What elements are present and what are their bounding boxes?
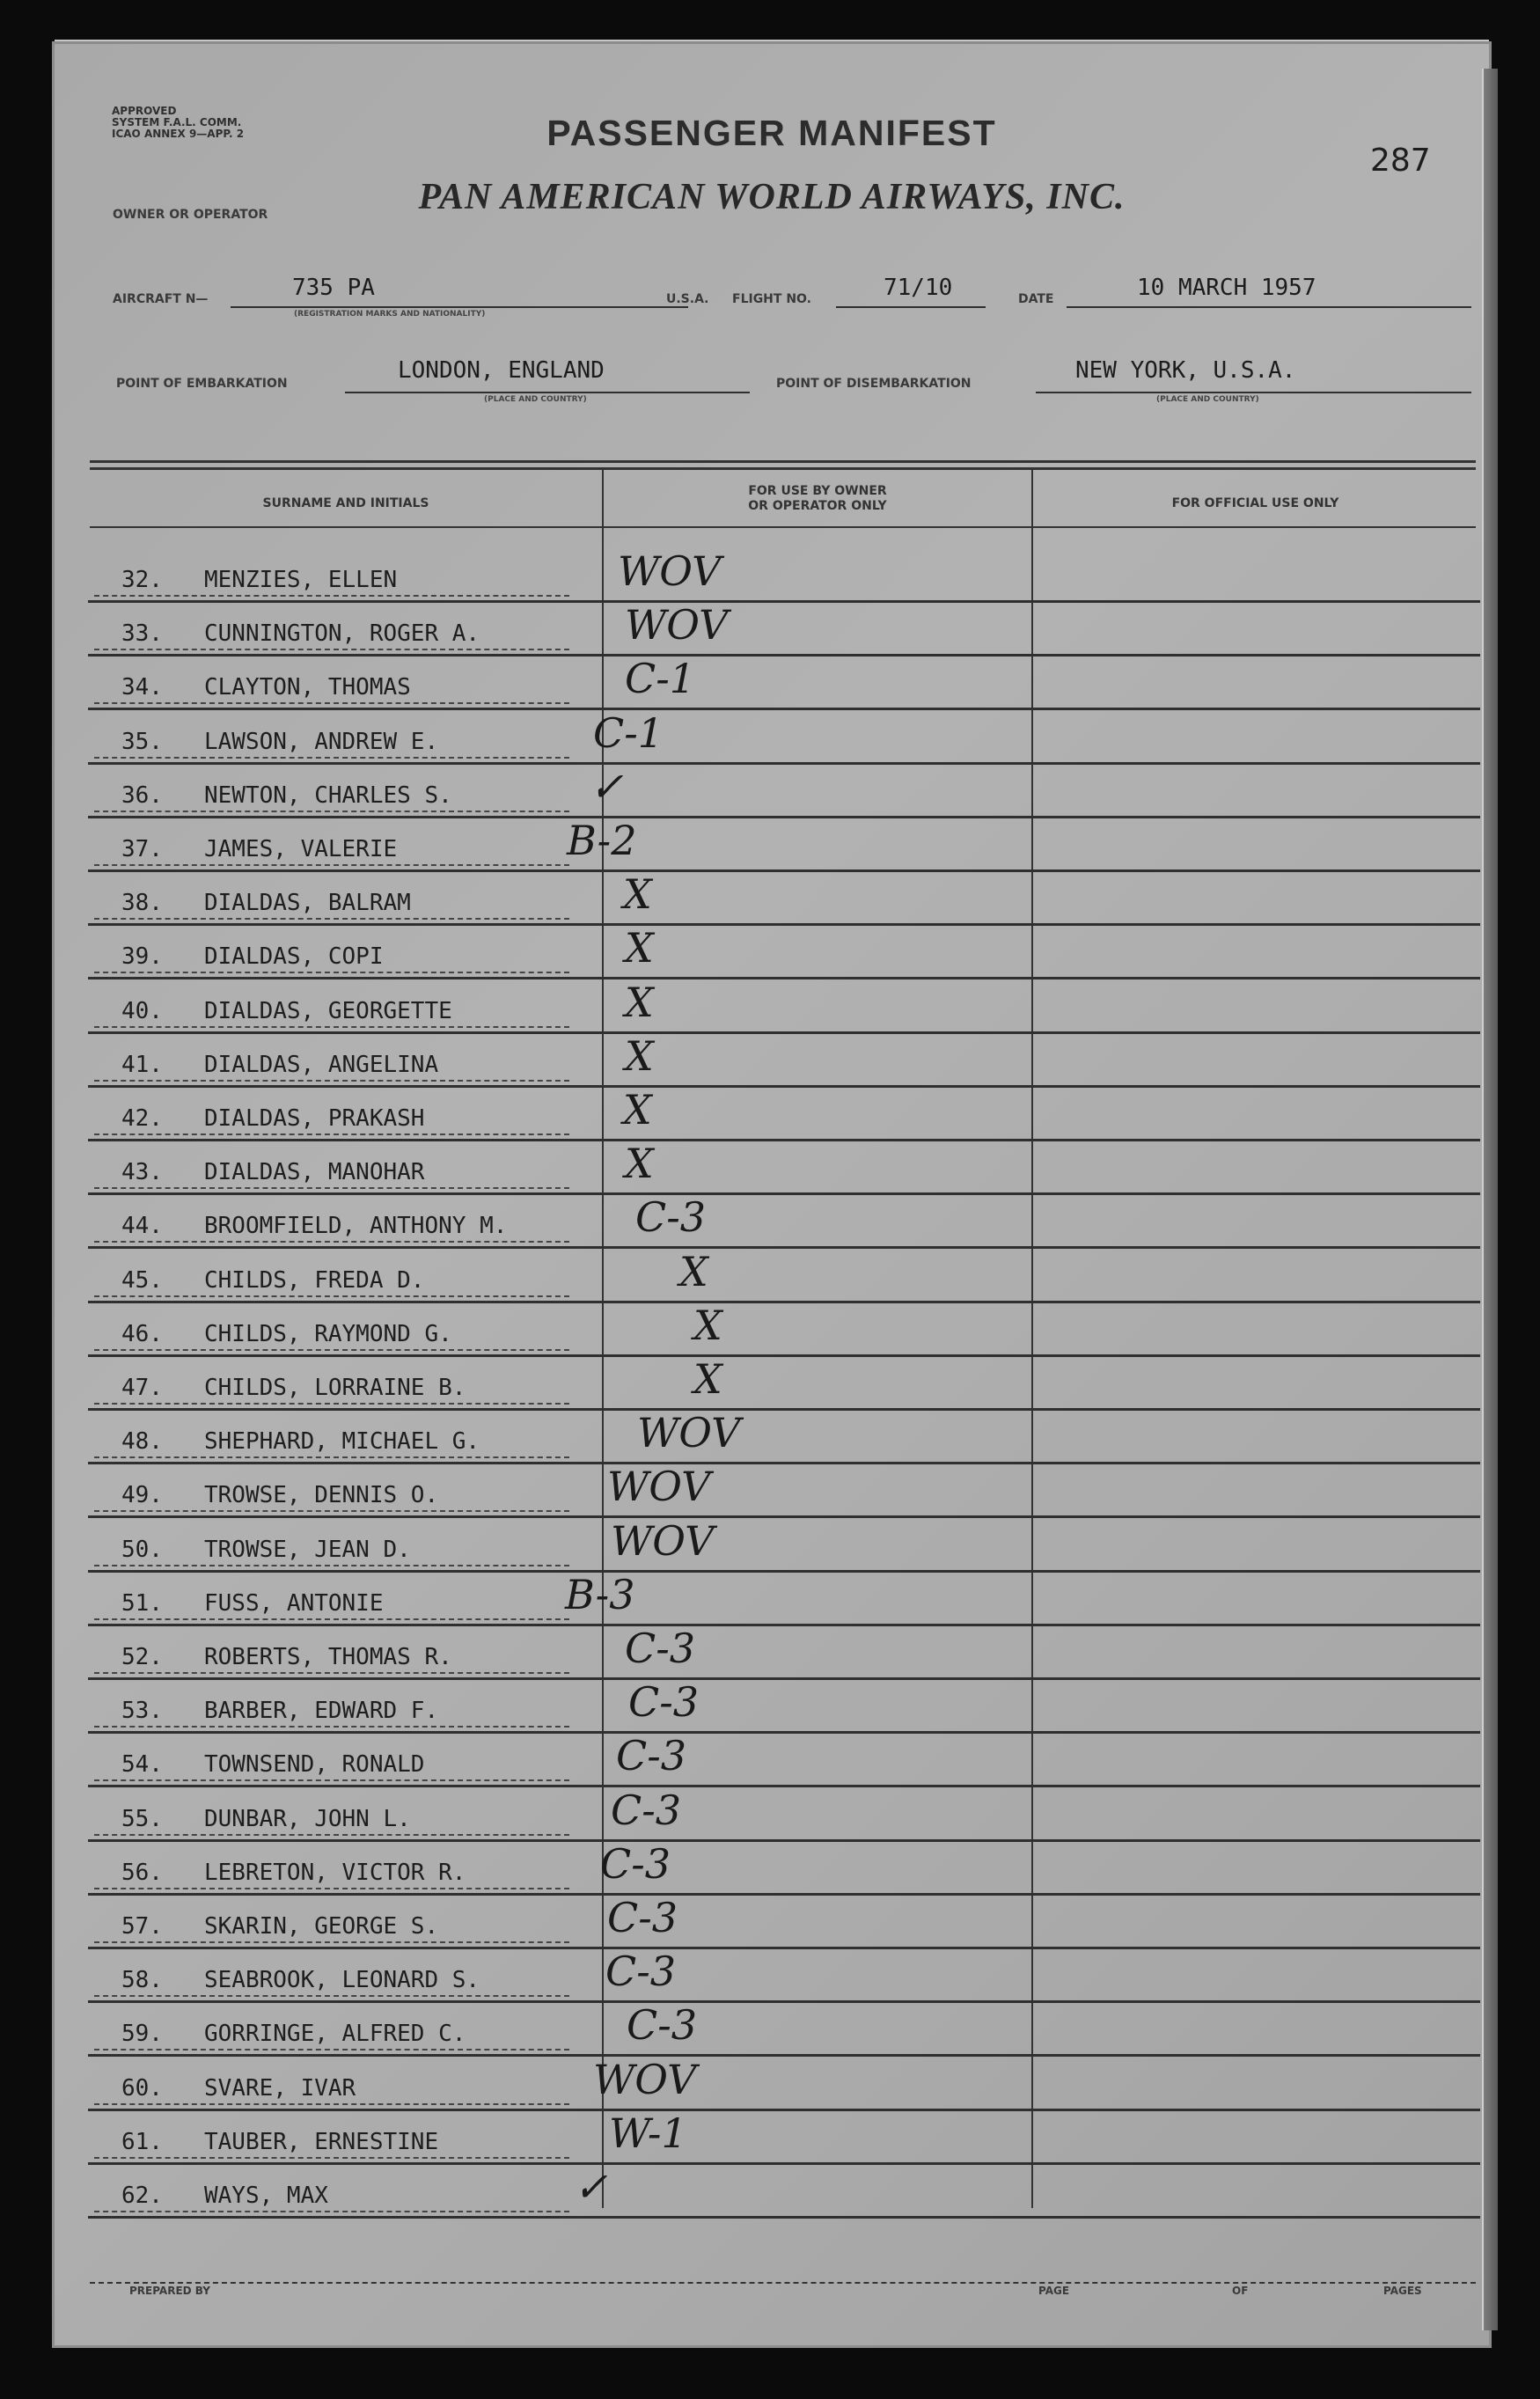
usa-label: U.S.A. — [666, 292, 709, 306]
passenger-name: CUNNINGTON, ROGER A. — [204, 620, 480, 648]
handwritten-mark: X — [625, 1140, 654, 1188]
row-rule — [88, 869, 1480, 872]
aircraft-caption: (REGISTRATION MARKS AND NATIONALITY) — [294, 310, 486, 319]
pages-label: PAGES — [1383, 2285, 1422, 2297]
row-rule — [88, 1515, 1480, 1518]
passenger-name: DIALDAS, COPI — [204, 943, 384, 971]
handwritten-mark: ✓ — [590, 762, 624, 811]
handwritten-mark: B-2 — [567, 817, 637, 864]
passenger-name: GORRINGE, ALFRED C. — [204, 2021, 466, 2048]
row-dotted-guide — [94, 1941, 569, 1943]
flight-value: 71/10 — [884, 275, 953, 301]
passenger-name: DIALDAS, PRAKASH — [204, 1105, 425, 1132]
handwritten-mark: X — [693, 1301, 722, 1349]
handwritten-mark: ✓ — [574, 2163, 608, 2211]
passenger-name: CHILDS, FREDA D. — [204, 1266, 425, 1294]
handwritten-mark: WOV — [625, 601, 729, 649]
embarkation-underline — [345, 392, 750, 393]
handwritten-mark: C-3 — [627, 2001, 698, 2050]
handwritten-mark: WOV — [618, 547, 722, 595]
disembarkation-value: NEW YORK, U.S.A. — [1075, 357, 1296, 384]
passenger-number: 35. — [121, 728, 163, 755]
passenger-name: CHILDS, RAYMOND G. — [204, 1320, 452, 1347]
passenger-name: SHEPHARD, MICHAEL G. — [204, 1428, 480, 1456]
row-rule — [88, 1947, 1480, 1949]
row-rule — [88, 923, 1480, 926]
passenger-number: 47. — [121, 1375, 163, 1401]
manifest-page — [55, 44, 1489, 2345]
disembarkation-underline — [1036, 392, 1471, 393]
row-rule — [88, 816, 1480, 818]
passenger-name: CHILDS, LORRAINE B. — [204, 1375, 466, 1401]
passenger-number: 46. — [121, 1320, 163, 1347]
row-dotted-guide — [94, 1618, 569, 1620]
passenger-number: 37. — [121, 836, 163, 862]
row-dotted-guide — [94, 1779, 569, 1781]
row-rule — [88, 1839, 1480, 1842]
handwritten-mark: C-3 — [607, 1894, 678, 1941]
row-dotted-guide — [94, 1672, 569, 1674]
row-rule — [88, 1085, 1480, 1088]
row-dotted-guide — [94, 1565, 569, 1566]
passenger-name: TROWSE, JEAN D. — [204, 1536, 411, 1563]
row-rule — [88, 600, 1480, 603]
handwritten-mark: X — [679, 1247, 708, 1295]
row-dotted-guide — [94, 864, 569, 866]
paper-stack-edge — [1482, 69, 1498, 2330]
row-dotted-guide — [94, 2157, 569, 2159]
passenger-name: DIALDAS, ANGELINA — [204, 1051, 439, 1078]
row-rule — [88, 1893, 1480, 1896]
passenger-number: 39. — [121, 943, 163, 971]
embarkation-value: LONDON, ENGLAND — [398, 357, 605, 384]
passenger-name: JAMES, VALERIE — [204, 836, 398, 862]
flight-underline — [836, 306, 986, 308]
passenger-number: 60. — [121, 2074, 163, 2102]
passenger-name: LEBRETON, VICTOR R. — [204, 1859, 466, 1886]
handwritten-mark: C-3 — [635, 1193, 707, 1242]
passenger-number: 43. — [121, 1159, 163, 1186]
handwritten-mark: W-1 — [609, 2109, 687, 2157]
handwritten-mark: C-1 — [625, 655, 696, 703]
flight-label: FLIGHT NO. — [732, 292, 811, 306]
passenger-name: TAUBER, ERNESTINE — [204, 2128, 439, 2155]
row-dotted-guide — [94, 1995, 569, 1997]
row-rule — [88, 1731, 1480, 1734]
aircraft-underline — [231, 306, 688, 308]
row-dotted-guide — [94, 1349, 569, 1351]
handwritten-mark: WOV — [611, 1516, 715, 1565]
passenger-number: 44. — [121, 1213, 163, 1240]
passenger-name: LAWSON, ANDREW E. — [204, 728, 439, 755]
embarkation-label: POINT OF EMBARKATION — [116, 377, 288, 391]
row-dotted-guide — [94, 1726, 569, 1728]
passenger-number: 32. — [121, 567, 163, 593]
page-number: 287 — [1370, 143, 1431, 179]
row-dotted-guide — [94, 1080, 569, 1082]
date-label: DATE — [1018, 292, 1054, 306]
passenger-number: 38. — [121, 890, 163, 917]
handwritten-mark: X — [625, 1031, 654, 1080]
passenger-name: MENZIES, ELLEN — [204, 567, 398, 593]
row-dotted-guide — [94, 1888, 569, 1889]
row-dotted-guide — [94, 1834, 569, 1836]
handwritten-mark: C-3 — [625, 1625, 696, 1672]
row-rule — [88, 708, 1480, 710]
passenger-number: 61. — [121, 2128, 163, 2155]
passenger-number: 55. — [121, 1805, 163, 1832]
column-header-surname: SURNAME AND INITIALS — [262, 496, 429, 510]
row-rule — [88, 2216, 1480, 2219]
row-dotted-guide — [94, 2049, 569, 2051]
row-rule — [88, 1570, 1480, 1573]
row-rule — [88, 1139, 1480, 1141]
row-dotted-guide — [94, 1295, 569, 1297]
passenger-number: 40. — [121, 997, 163, 1024]
row-dotted-guide — [94, 1510, 569, 1512]
handwritten-mark: C-3 — [616, 1732, 687, 1780]
handwritten-mark: C-1 — [593, 708, 664, 757]
handwritten-mark: B-3 — [565, 1570, 635, 1618]
passenger-name: SEABROOK, LEONARD S. — [204, 1967, 480, 1994]
passenger-number: 42. — [121, 1105, 163, 1132]
handwritten-mark: WOV — [607, 1463, 711, 1511]
embarkation-caption: (PLACE AND COUNTRY) — [484, 395, 587, 404]
row-rule — [88, 1462, 1480, 1464]
row-dotted-guide — [94, 649, 569, 650]
row-rule — [88, 1031, 1480, 1034]
row-rule — [88, 654, 1480, 657]
date-value: 10 MARCH 1957 — [1137, 275, 1316, 301]
passenger-name: SVARE, IVAR — [204, 2074, 356, 2102]
handwritten-mark: X — [623, 870, 652, 919]
handwritten-mark: X — [693, 1355, 722, 1403]
row-rule — [88, 1246, 1480, 1249]
passenger-name: FUSS, ANTONIE — [204, 1589, 384, 1617]
passenger-name: TOWNSEND, RONALD — [204, 1751, 425, 1779]
passenger-name: DIALDAS, GEORGETTE — [204, 997, 452, 1024]
passenger-number: 51. — [121, 1589, 163, 1617]
disembarkation-label: POINT OF DISEMBARKATION — [776, 377, 972, 391]
passenger-number: 52. — [121, 1644, 163, 1670]
row-dotted-guide — [94, 1241, 569, 1243]
row-rule — [88, 2162, 1480, 2165]
passenger-name: BROOMFIELD, ANTHONY M. — [204, 1213, 508, 1240]
handwritten-mark: X — [625, 978, 654, 1026]
passenger-number: 41. — [121, 1051, 163, 1078]
table-top-rule — [90, 460, 1476, 463]
row-rule — [88, 2054, 1480, 2057]
header-bottom-rule — [90, 526, 1476, 528]
passenger-number: 45. — [121, 1266, 163, 1294]
aircraft-label: AIRCRAFT N— — [113, 292, 209, 306]
passenger-name: WAYS, MAX — [204, 2183, 328, 2209]
prepared-by-label: PREPARED BY — [129, 2285, 210, 2297]
passenger-number: 36. — [121, 781, 163, 809]
column-header-official-use: FOR OFFICIAL USE ONLY — [1171, 496, 1339, 510]
row-dotted-guide — [94, 918, 569, 920]
aircraft-value: 735 PA — [292, 275, 375, 301]
row-rule — [88, 1354, 1480, 1357]
footer-rule — [90, 2282, 1476, 2284]
row-rule — [88, 977, 1480, 979]
date-underline — [1067, 306, 1471, 308]
row-rule — [88, 1408, 1480, 1411]
handwritten-mark: WOV — [637, 1409, 741, 1457]
row-dotted-guide — [94, 757, 569, 759]
passenger-name: SKARIN, GEORGE S. — [204, 1913, 439, 1940]
owner-operator-label: OWNER OR OPERATOR — [113, 208, 268, 222]
row-dotted-guide — [94, 702, 569, 704]
of-label: OF — [1232, 2285, 1249, 2297]
passenger-name: TROWSE, DENNIS O. — [204, 1482, 439, 1509]
page-label: PAGE — [1038, 2285, 1070, 2297]
handwritten-mark: C-3 — [600, 1839, 671, 1888]
row-dotted-guide — [94, 1133, 569, 1135]
row-rule — [88, 1301, 1480, 1303]
handwritten-mark: WOV — [593, 2055, 697, 2103]
row-dotted-guide — [94, 811, 569, 812]
row-dotted-guide — [94, 1403, 569, 1405]
passenger-number: 34. — [121, 674, 163, 701]
disembarkation-caption: (PLACE AND COUNTRY) — [1156, 395, 1259, 404]
row-dotted-guide — [94, 972, 569, 973]
passenger-number: 59. — [121, 2021, 163, 2048]
row-rule — [88, 2109, 1480, 2111]
row-dotted-guide — [94, 1187, 569, 1189]
row-dotted-guide — [94, 2103, 569, 2105]
row-rule — [88, 1785, 1480, 1787]
passenger-name: DUNBAR, JOHN L. — [204, 1805, 411, 1832]
passenger-name: NEWTON, CHARLES S. — [204, 781, 452, 809]
passenger-name: ROBERTS, THOMAS R. — [204, 1644, 452, 1670]
passenger-number: 48. — [121, 1428, 163, 1456]
table-top-rule-2 — [90, 467, 1476, 470]
row-dotted-guide — [94, 595, 569, 597]
passenger-number: 49. — [121, 1482, 163, 1509]
handwritten-mark: C-3 — [611, 1786, 682, 1834]
operator-name: PAN AMERICAN WORLD AIRWAYS, INC. — [418, 177, 1126, 217]
passenger-number: 54. — [121, 1751, 163, 1779]
row-rule — [88, 1677, 1480, 1680]
passenger-number: 58. — [121, 1967, 163, 1994]
row-dotted-guide — [94, 1026, 569, 1028]
passenger-number: 57. — [121, 1913, 163, 1940]
passenger-number: 53. — [121, 1698, 163, 1725]
handwritten-mark: X — [625, 924, 654, 972]
passenger-number: 62. — [121, 2183, 163, 2209]
passenger-name: DIALDAS, BALRAM — [204, 890, 411, 917]
approval-stamp: APPROVED SYSTEM F.A.L. COMM. ICAO ANNEX 9—APP. 2 — [112, 105, 245, 140]
row-rule — [88, 1192, 1480, 1195]
passenger-name: CLAYTON, THOMAS — [204, 674, 411, 701]
page-title: PASSENGER MANIFEST — [546, 113, 997, 153]
passenger-number: 56. — [121, 1859, 163, 1886]
row-dotted-guide — [94, 2211, 569, 2212]
row-rule — [88, 762, 1480, 765]
handwritten-mark: C-3 — [628, 1678, 700, 1727]
passenger-number: 50. — [121, 1536, 163, 1563]
row-dotted-guide — [94, 1456, 569, 1458]
passenger-name: BARBER, EDWARD F. — [204, 1698, 439, 1725]
passenger-number: 33. — [121, 620, 163, 648]
handwritten-mark: X — [623, 1086, 652, 1133]
handwritten-mark: C-3 — [605, 1948, 677, 1996]
row-rule — [88, 2000, 1480, 2003]
column-header-owner-use: FOR USE BY OWNER OR OPERATOR ONLY — [748, 484, 887, 513]
passenger-name: DIALDAS, MANOHAR — [204, 1159, 425, 1186]
row-rule — [88, 1624, 1480, 1626]
